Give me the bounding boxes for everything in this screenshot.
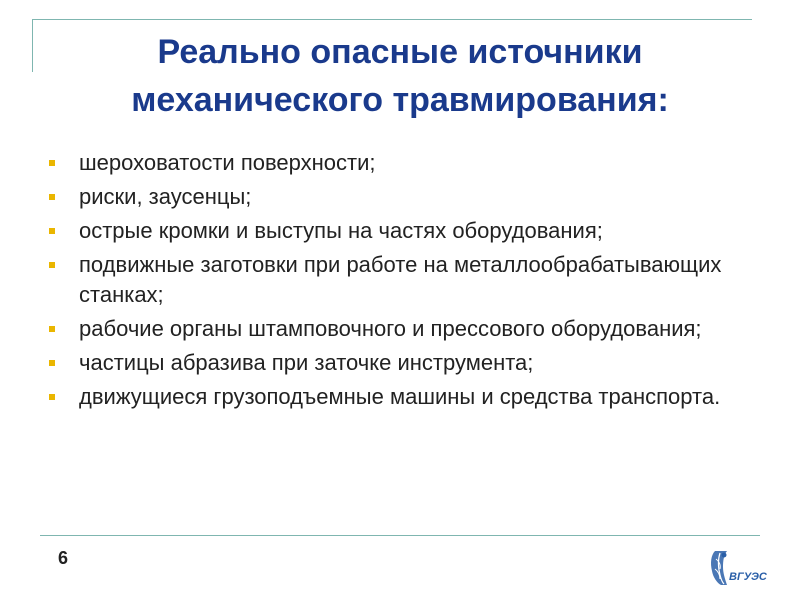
bullet-marker-icon bbox=[49, 228, 55, 234]
list-item-text: движущиеся грузоподъемные машины и средства транспорта. bbox=[79, 384, 721, 409]
list-item bbox=[49, 382, 749, 412]
list-item bbox=[49, 348, 749, 378]
slide-title bbox=[60, 28, 740, 124]
footer-divider bbox=[40, 535, 760, 536]
list-item-text: риски, заусенцы; bbox=[79, 184, 252, 209]
list-item bbox=[49, 182, 749, 212]
list-item-text: острые кромки и выступы на частях оборудования; bbox=[79, 218, 603, 243]
list-item bbox=[49, 314, 749, 344]
page-number: 6 bbox=[58, 548, 69, 568]
logo-text: ВГУЭС bbox=[729, 571, 767, 583]
university-logo-icon bbox=[707, 547, 769, 587]
list-item-text: шероховатости поверхности; bbox=[79, 150, 376, 175]
slide-title-line-1: Реально опасные источники bbox=[157, 33, 643, 71]
list-item bbox=[49, 250, 749, 310]
list-item-text: частицы абразива при заточке инструмента; bbox=[79, 350, 534, 375]
bullet-marker-icon bbox=[49, 160, 55, 166]
bullet-marker-icon bbox=[49, 394, 55, 400]
bullet-list bbox=[49, 148, 749, 416]
list-item bbox=[49, 216, 749, 246]
bullet-marker-icon bbox=[49, 262, 55, 268]
bullet-marker-icon bbox=[49, 194, 55, 200]
bullet-marker-icon bbox=[49, 326, 55, 332]
bullet-marker-icon bbox=[49, 360, 55, 366]
list-item-text: подвижные заготовки при работе на металлообрабатывающих станках; bbox=[79, 252, 722, 307]
frame-line-top bbox=[32, 19, 752, 20]
frame-line-left bbox=[32, 19, 33, 72]
list-item bbox=[49, 148, 749, 178]
list-item-text: рабочие органы штамповочного и прессового оборудования; bbox=[79, 316, 702, 341]
slide-title-line-2: механического травмирования: bbox=[131, 81, 669, 119]
